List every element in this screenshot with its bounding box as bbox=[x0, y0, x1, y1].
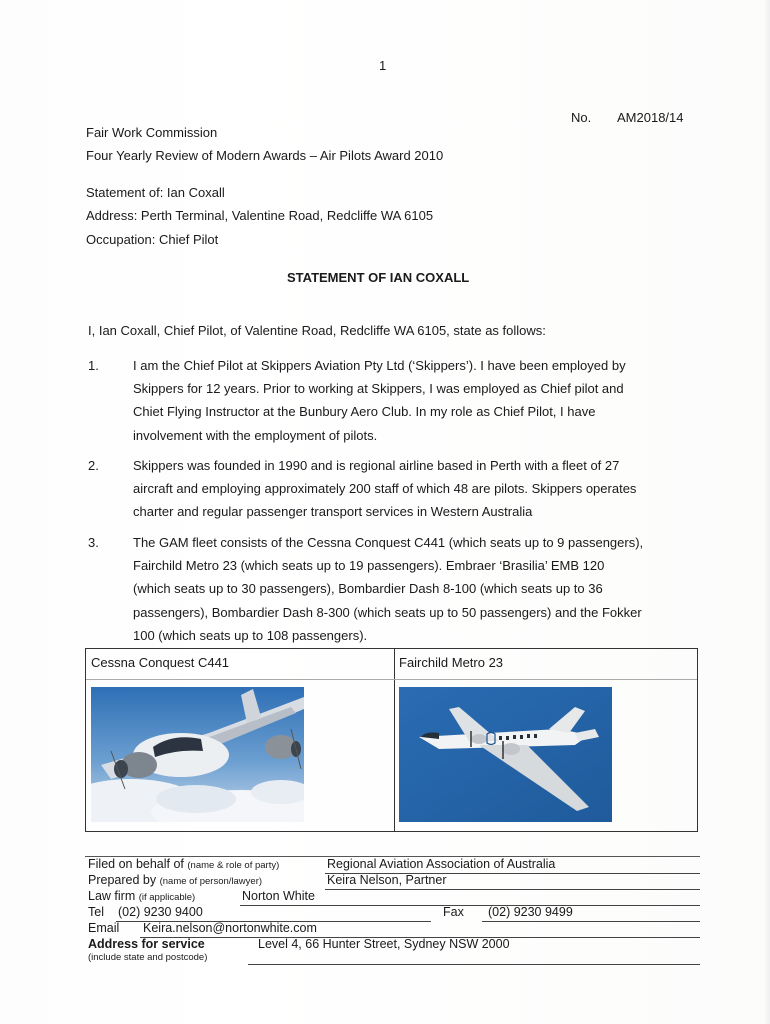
metro-photo-svg bbox=[399, 687, 612, 822]
paragraph-line: involvement with the employment of pilots. bbox=[133, 428, 378, 443]
fairchild-metro-photo bbox=[399, 687, 612, 822]
tel-value: (02) 9230 9400 bbox=[118, 905, 203, 919]
paragraph-line: charter and regular passenger transport services in Western Australia bbox=[133, 504, 533, 519]
prepared-label-text: Prepared by bbox=[88, 873, 157, 887]
prepared-underline bbox=[325, 889, 700, 890]
paragraph-line: Fairchild Metro 23 (which seats up to 19 passengers). Embraer ‘Brasilia’ EMB 120 bbox=[133, 558, 605, 573]
fax-value: (02) 9230 9499 bbox=[488, 905, 573, 919]
doc-number-label: No. bbox=[571, 110, 592, 125]
header-commission: Fair Work Commission bbox=[86, 125, 218, 140]
paragraph-3 bbox=[88, 531, 698, 649]
filed-label-text: Filed on behalf of bbox=[88, 857, 184, 871]
filed-value: Regional Aviation Association of Australia bbox=[327, 857, 556, 871]
law-firm-value: Norton White bbox=[242, 889, 315, 903]
occupation-line: Occupation: Chief Pilot bbox=[86, 232, 219, 247]
tel-label: Tel bbox=[88, 905, 104, 919]
email-value: Keira.nelson@nortonwhite.com bbox=[143, 921, 317, 935]
cessna-label: Cessna Conquest C441 bbox=[91, 655, 230, 670]
paragraph-line: Chiet Flying Instructor at the Bunbury Aero Club. In my role as Chief Pilot, I have bbox=[133, 404, 596, 419]
paragraph-line: aircraft and employing approximately 200 staff of which 48 are pilots. Skippers operates bbox=[133, 481, 637, 496]
fax-underline bbox=[482, 921, 700, 922]
filed-on-behalf-label bbox=[88, 857, 279, 871]
paragraph-number: 3. bbox=[88, 535, 99, 550]
paragraph-number: 2. bbox=[88, 458, 99, 473]
filed-hint: (name & role of party) bbox=[187, 860, 280, 871]
fax-label: Fax bbox=[443, 905, 464, 919]
cessna-photo-svg bbox=[91, 687, 304, 822]
law-firm-label bbox=[88, 889, 195, 903]
address-for-service-value: Level 4, 66 Hunter Street, Sydney NSW 2000 bbox=[258, 937, 510, 951]
table-header-divider bbox=[86, 679, 697, 680]
firm-underline bbox=[240, 905, 700, 906]
paragraph-1 bbox=[88, 354, 698, 449]
paragraph-line: passengers), Bombardier Dash 8-300 (which seats up to 50 passengers) and the Fokker bbox=[133, 605, 642, 620]
statement-title: STATEMENT OF IAN COXALL bbox=[287, 270, 470, 285]
prepared-hint: (name of person/lawyer) bbox=[159, 876, 263, 887]
statement-of: Statement of: Ian Coxall bbox=[86, 185, 225, 200]
aircraft-table bbox=[85, 648, 698, 832]
address-for-service-label: Address for service bbox=[88, 937, 205, 951]
paragraph-number: 1. bbox=[88, 358, 99, 373]
page-number: 1 bbox=[379, 58, 387, 73]
prepared-value: Keira Nelson, Partner bbox=[327, 873, 447, 887]
doc-number-value: AM2018/14 bbox=[617, 110, 684, 125]
paragraph-2 bbox=[88, 454, 698, 526]
header-review: Four Yearly Review of Modern Awards – Air Pilots Award 2010 bbox=[86, 148, 444, 163]
prepared-by-label bbox=[88, 873, 262, 887]
paragraph-line: The GAM fleet consists of the Cessna Conquest C441 (which seats up to 9 passengers), bbox=[133, 535, 644, 550]
service-underline bbox=[248, 964, 700, 965]
intro-line: I, Ian Coxall, Chief Pilot, of Valentine Road, Redcliffe WA 6105, state as follows: bbox=[88, 323, 546, 338]
address-line: Address: Perth Terminal, Valentine Road, Redcliffe WA 6105 bbox=[86, 208, 434, 223]
paragraph-line: I am the Chief Pilot at Skippers Aviation Pty Ltd (‘Skippers’). I have been employed by bbox=[133, 358, 626, 373]
metro-label: Fairchild Metro 23 bbox=[399, 655, 504, 670]
paragraph-line: Skippers for 12 years. Prior to working at Skippers, I was employed as Chief pilot and bbox=[133, 381, 624, 396]
firm-label-text: Law firm bbox=[88, 889, 136, 903]
page-edge-shadow bbox=[764, 0, 770, 1024]
table-column-divider bbox=[394, 649, 395, 831]
firm-hint: (if applicable) bbox=[138, 892, 196, 903]
paragraph-line: (which seats up to 30 passengers), Bombardier Dash 8-100 (which seats up to 36 bbox=[133, 581, 603, 596]
address-service-hint: (include state and postcode) bbox=[88, 952, 208, 963]
email-label: Email bbox=[88, 921, 120, 935]
paragraph-line: Skippers was founded in 1990 and is regional airline based in Perth with a fleet of 27 bbox=[133, 458, 620, 473]
cessna-conquest-photo bbox=[91, 687, 304, 822]
paragraph-line: 100 (which seats up to 108 passengers). bbox=[133, 628, 368, 643]
